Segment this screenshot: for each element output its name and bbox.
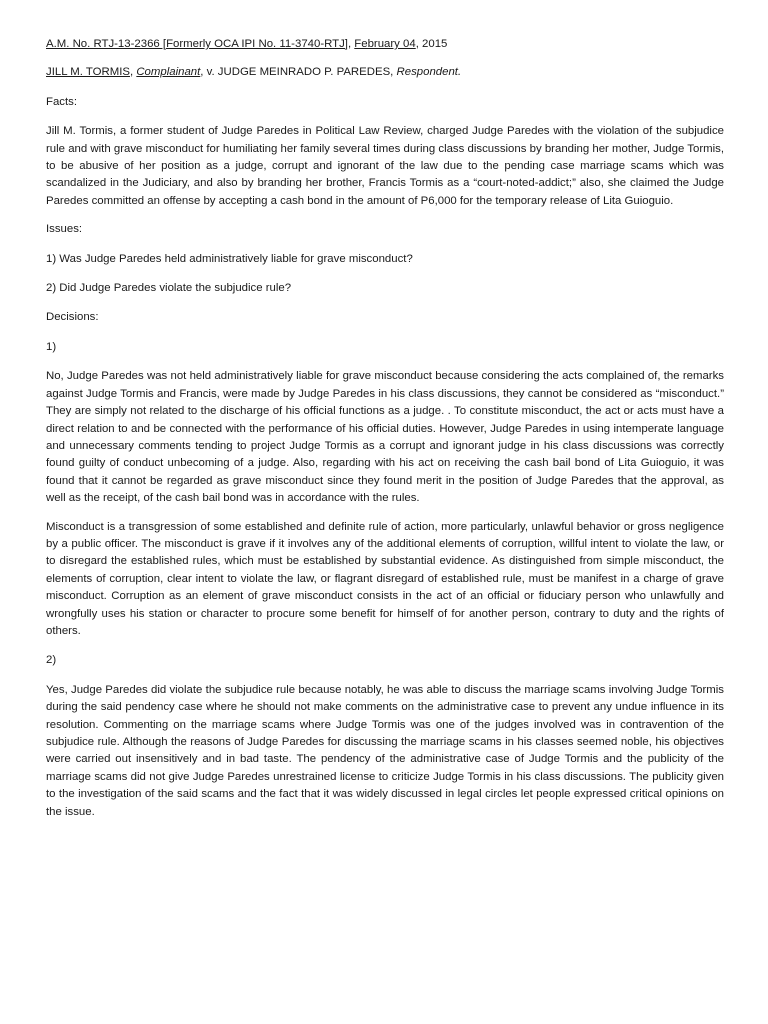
respondent-role: Respondent. xyxy=(396,66,462,79)
parties-separator-1: , xyxy=(129,66,137,79)
facts-paragraph: Jill M. Tormis, a former student of Judge Paredes in Political Law Review, charged Judge Paredes with the violation of the subjudice rule and with grave misconduct for humiliating her family several times during class discussions by branding her mother, Judge Tormis, to be abusive of her position as a judge, corrupt and ignorant of the law due to the pending case marriage scams which was scandalized in the Judiciary, and also by branding her brother, Francis Tormis as a “court-noted-addict;” also, she claimed the Judge Paredes committed an offense by accepting a cash bond in the amount of P6,000 for the temporary release of Lita Guioguio. xyxy=(46,125,724,207)
decision-paragraph: No, Judge Paredes was not held administratively liable for grave misconduct because considering the acts complained of, the remarks against Judge Tormis and Francis, were made by Judge Paredes in his class discussions, they cannot be considered as “misconduct.” They are simply not related to the discharge of his official functions as a judge. . To constitute misconduct, the act or acts must have a direct relation to and be connected with the performance of his official duties. However, Judge Paredes in using intemperate language and unnecessary comments tending to project Judge Tormis as a corrupt and ignorant judge in his class discussions was correctly found guilty of conduct unbecoming of a judge. Also, regarding with his act on receiving the cash bail bond of Lita Guioguio, it was found that it cannot be regarded as grave misconduct since they found merit in the position of Judge Paredes that the approval, as well as the receipt, of the cash bail bond was in accordance with the rules. xyxy=(46,370,724,505)
versus: , v. xyxy=(200,66,218,79)
decision-number: 2) xyxy=(46,654,57,667)
complainant-role: Complainant xyxy=(136,66,201,79)
issue-item: 2) Did Judge Paredes violate the subjudice rule? xyxy=(46,282,292,295)
document-page xyxy=(46,36,724,832)
citation-separator: , xyxy=(347,38,355,50)
case-citation xyxy=(46,36,724,53)
decision-number: 1) xyxy=(46,340,57,353)
issue-item: 1) Was Judge Paredes held administratively liable for grave misconduct? xyxy=(46,252,413,265)
case-number: A.M. No. RTJ-13-2366 [Formerly OCA IPI No. 11-3740-RTJ] xyxy=(46,38,348,50)
respondent-name: JUDGE MEINRADO P. PAREDES xyxy=(217,66,391,79)
decision-paragraph: Yes, Judge Paredes did violate the subjudice rule because notably, he was able to discuss the marriage scams involving Judge Tormis during the said pendency case where he should not make comments on the administrative case to prevent any undue influence in its resolution. Commenting on the marriage scams where Judge Tormis was one of the judges involved was in contravention of the subjudice rule. Although the reasons of Judge Paredes for discussing the marriage scams in his classes seemed noble, his objectives were carried out insensitively and in bad taste. The pendency of the administrative case of Judge Tormis and the publicity of the marriage scams did not give Judge Paredes unrestrained license to criticize Judge Tormis in his class discussions. The publicity given to the investigation of the said scams and the fact that it was widely discussed in legal circles let people expressed critical opinions on the issue. xyxy=(46,683,724,818)
complainant-name: JILL M. TORMIS xyxy=(46,66,130,79)
case-date: February 04 xyxy=(354,38,416,50)
issues-heading: Issues: xyxy=(46,223,83,236)
case-parties xyxy=(46,64,724,81)
decision-paragraph: Misconduct is a transgression of some established and definite rule of action, more particularly, unlawful behavior or gross negligence by a public officer. The misconduct is grave if it involves any of the additional elements of corruption, willful intent to violate the law, or to disregard the established rules, which must be established by substantial evidence. As distinguished from simple misconduct, the elements of corruption, clear intent to violate the law, or flagrant disregard of established rule, must be manifest in a charge of grave misconduct. Corruption as an element of grave misconduct consists in the act of an official or fiduciary person who unlawfully and wrongfully uses his station or character to procure some benefit for himself of for another person, contrary to duty and the rights of others. xyxy=(46,520,724,637)
decisions-heading: Decisions: xyxy=(46,311,99,324)
parties-separator-2: , xyxy=(390,66,397,79)
facts-heading: Facts: xyxy=(46,95,78,108)
case-year: , 2015 xyxy=(415,38,448,50)
